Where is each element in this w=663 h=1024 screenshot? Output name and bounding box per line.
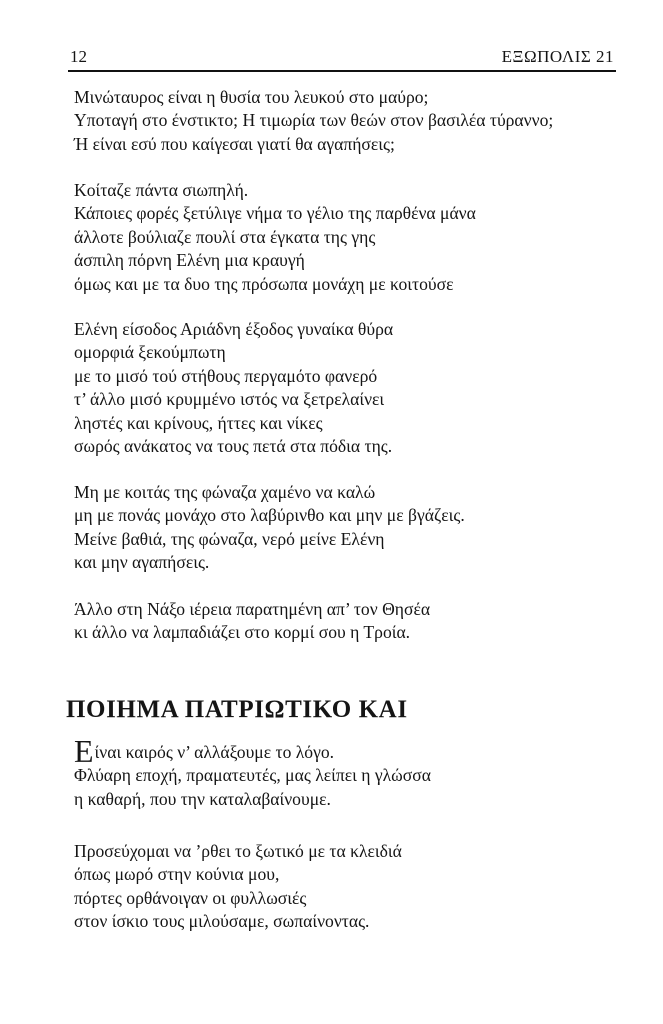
drop-cap: Ε [74, 733, 94, 769]
poem-line: ληστές και κρίνους, ήττες και νίκες [74, 412, 323, 433]
poem-line: άλλοτε βούλιαζε πουλί στα έγκατα της γης [74, 226, 376, 247]
first-line-text: ίναι καιρός ν’ αλλάξουμε το λόγο. [94, 742, 335, 762]
poem-line: τ’ άλλο μισό κρυμμένο ιστός να ξετρελαίνει [74, 389, 385, 410]
poem-line: Υποταγή στο ένστικτο; Η τιμωρία των θεών στον βασιλέα τύραννο; [74, 110, 554, 131]
poem1-stanza-1 [74, 86, 553, 156]
poem-line: Μείνε βαθιά, της φώναζα, νερό μείνε Ελένη [74, 528, 385, 549]
poem-line: Ή είναι εσύ που καίγεσαι γιατί θα αγαπήσεις; [74, 133, 395, 154]
poem-line: Μινώταυρος είναι η θυσία του λευκού στο μαύρο; [74, 87, 429, 107]
poem-line: Ελένη είσοδος Αριάδνη έξοδος γυναίκα θύρα [74, 319, 394, 339]
poem-line: η καθαρή, που την καταλαβαίνουμε. [74, 788, 331, 809]
poem-line: κι άλλο να λαμπαδιάζει στο κορμί σου η Τροία. [74, 622, 411, 643]
poem2-title: ΠΟΙΗΜΑ ΠΑΤΡΙΩΤΙΚΟ ΚΑΙ [66, 696, 408, 723]
poem-line: Άλλο στη Νάξο ιέρεια παρατημένη απ’ τον Θησέα [74, 599, 431, 619]
page-header [68, 46, 616, 72]
poem-line: με το μισό τού στήθους περγαμότο φανερό [74, 365, 378, 386]
poem-line: άσπιλη πόρνη Ελένη μια κραυγή [74, 250, 305, 271]
poem1-stanza-5 [74, 598, 430, 645]
poem-line: μη με πονάς μονάχο στο λαβύρινθο και μην με βγάζεις. [74, 505, 465, 526]
poem1-stanza-3 [74, 318, 393, 458]
poem-line: όμως και με τα δυο της πρόσωπα μονάχη με κοιτούσε [74, 273, 454, 294]
poem-line: Κάποιες φορές ξετύλιγε νήμα το γέλιο της παρθένα μάνα [74, 203, 476, 224]
poem-line: ομορφιά ξεκούμπωτη [74, 342, 226, 363]
poem1-stanza-4 [74, 481, 465, 575]
poem-line: Κοίταζε πάντα σιωπηλή. [74, 180, 249, 200]
poem2-stanza-1 [74, 733, 431, 811]
poem-line: Φλύαρη εποχή, πραματευτές, μας λείπει η γλώσσα [74, 765, 431, 786]
running-title: ΕΞΩΠΟΛΙΣ 21 [501, 47, 614, 66]
poem1-stanza-2 [74, 179, 476, 296]
poem-line: πόρτες ορθάνοιγαν οι φυλλωσιές [74, 887, 307, 908]
poem-line: Προσεύχομαι να ’ρθει το ξωτικό με τα κλειδιά [74, 841, 402, 861]
poem-line: όπως μωρό στην κούνια μου, [74, 864, 280, 885]
page-number: 12 [70, 47, 87, 66]
poem-line-first [74, 733, 431, 769]
poem-line: και μην αγαπήσεις. [74, 552, 210, 573]
poem-line: σωρός ανάκατος να τους πετά στα πόδια της. [74, 436, 393, 457]
poem2-stanza-2 [74, 840, 402, 934]
poem-line: στον ίσκιο τους μιλούσαμε, σωπαίνοντας. [74, 911, 370, 932]
poem-line: Μη με κοιτάς της φώναζα χαμένο να καλώ [74, 482, 376, 502]
